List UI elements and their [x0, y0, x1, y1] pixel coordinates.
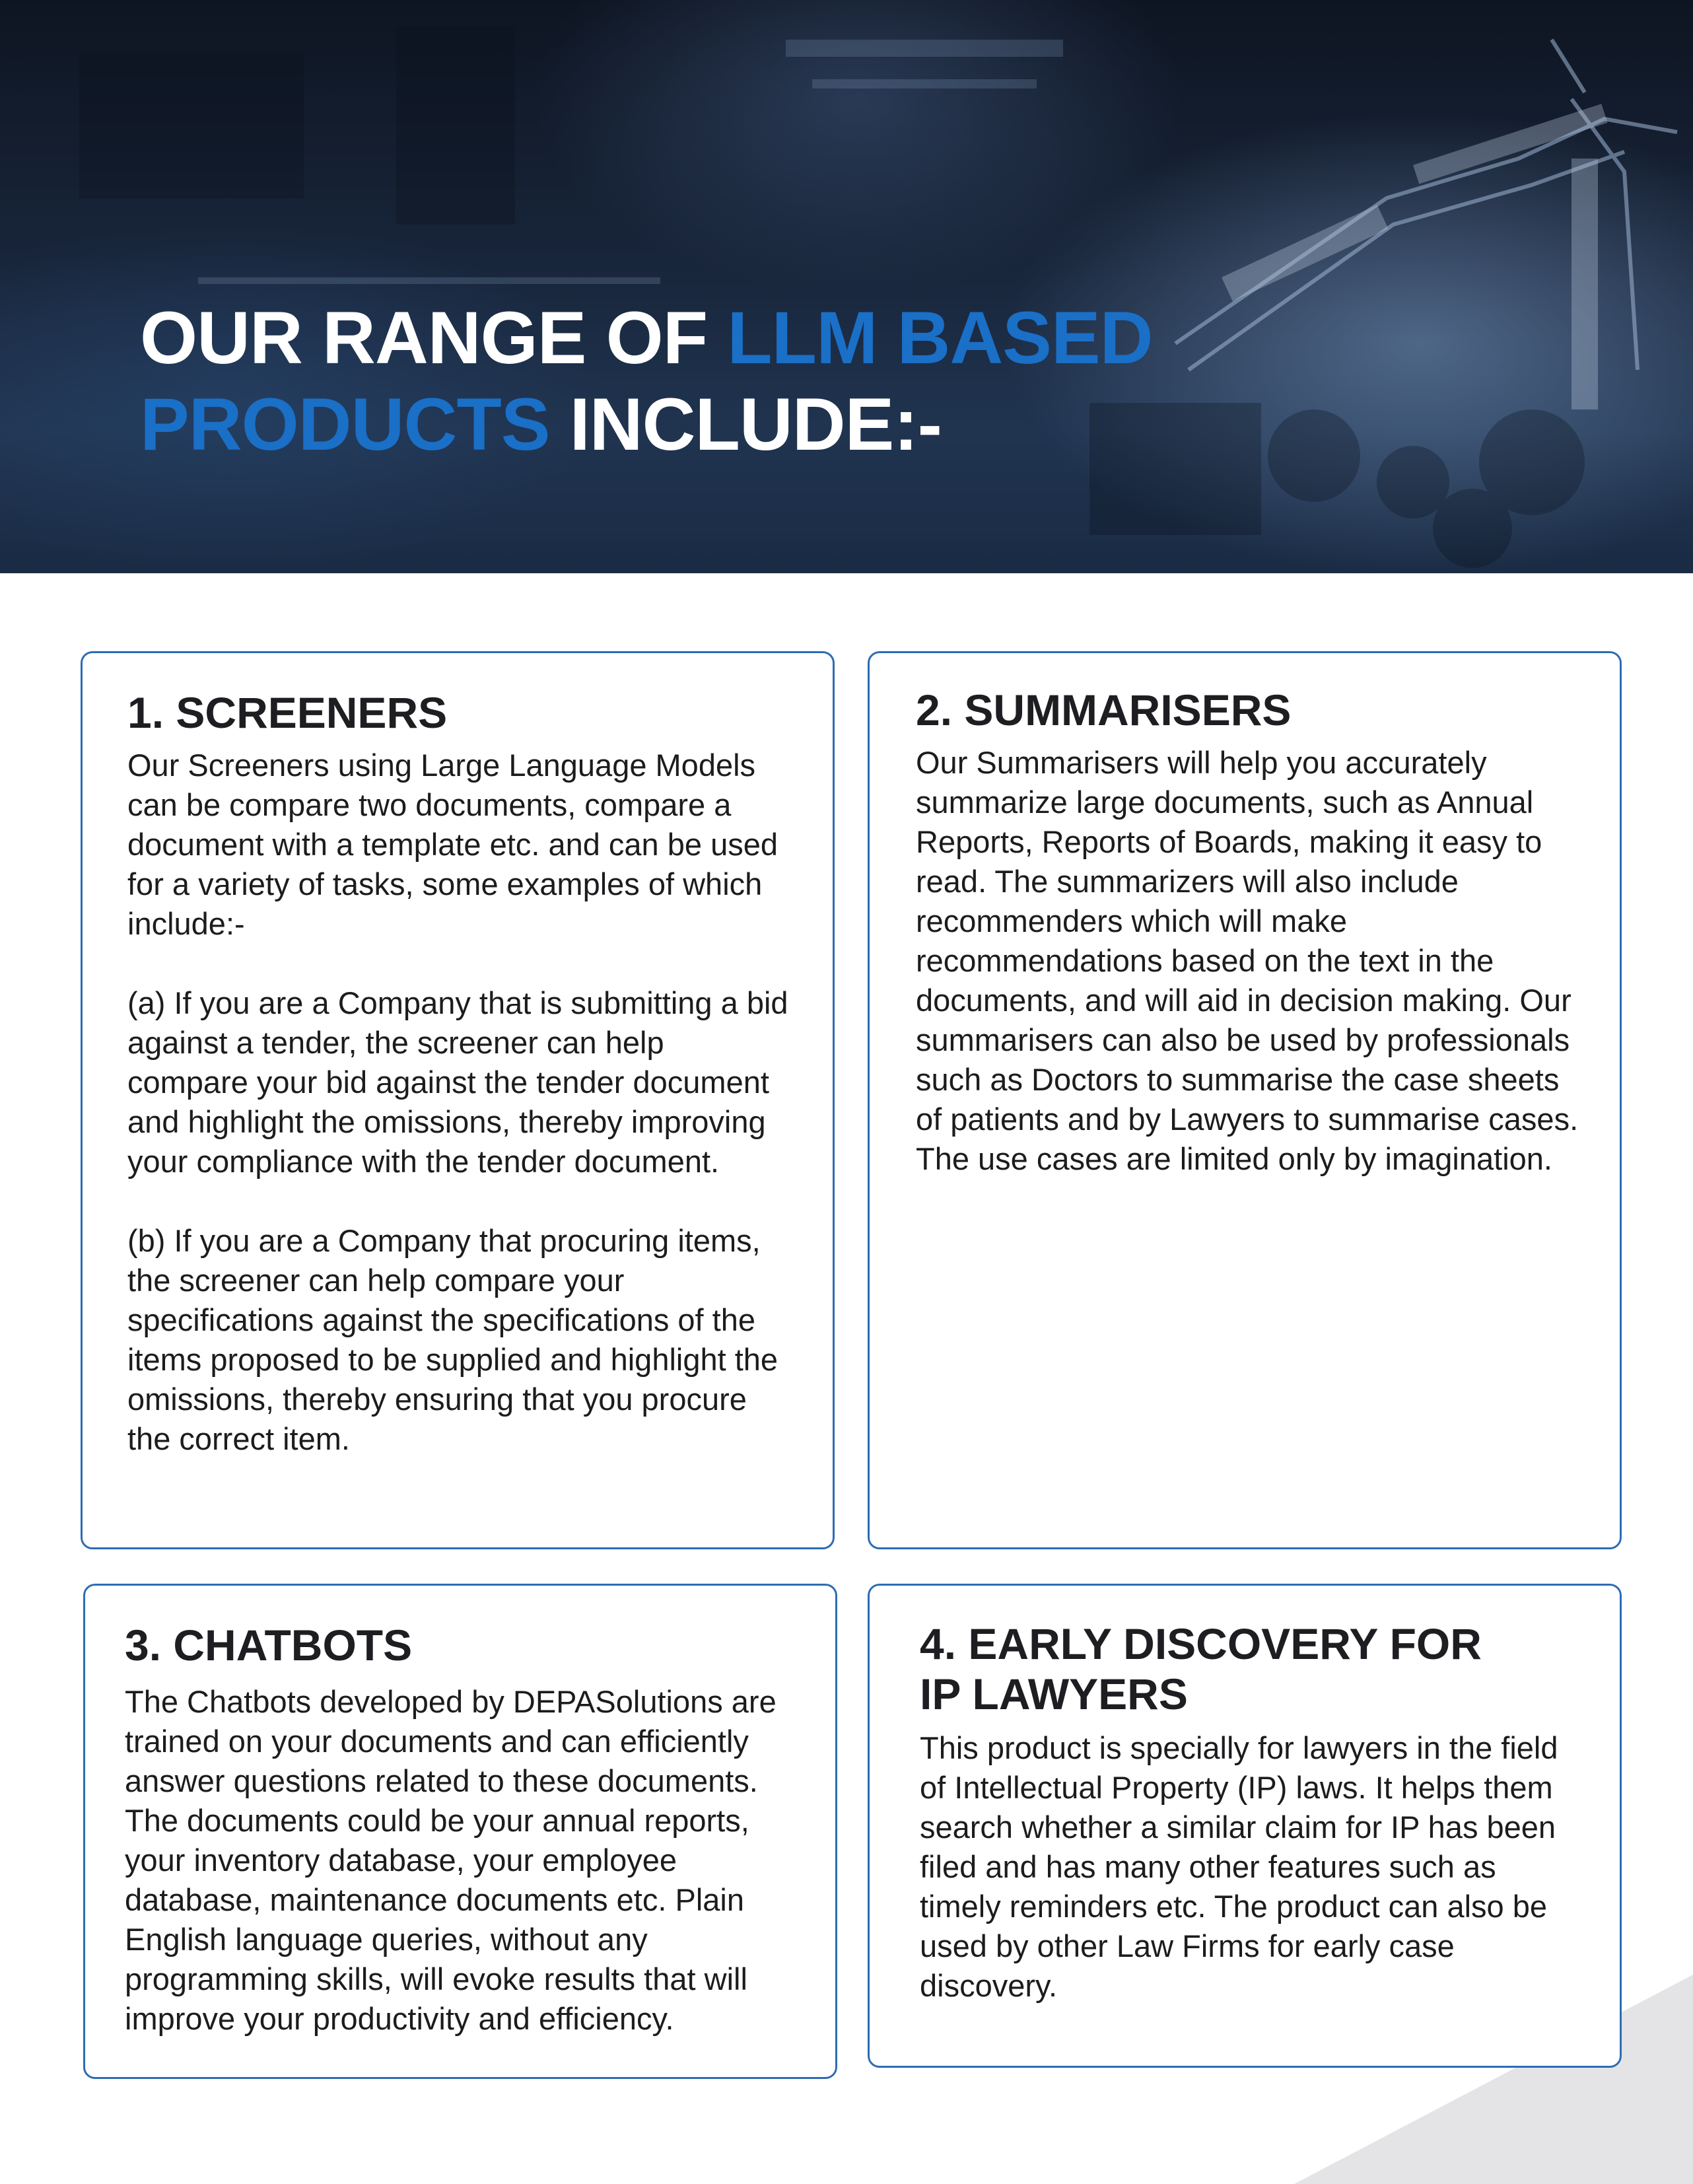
product-card-chatbots	[83, 1584, 837, 2079]
card-title: 2. SUMMARISERS	[916, 686, 1292, 734]
title-accent-2: PRODUCTS	[140, 383, 550, 466]
title-part-2: INCLUDE:-	[569, 383, 942, 466]
product-card-early-discovery	[868, 1584, 1622, 2068]
product-card-summarisers	[868, 651, 1622, 1549]
card-paragraph: (b) If you are a Company that procuring items, the screener can help compare your specifications against the specifications of the items proposed to be supplied and highlight the omissions, thereby ensuring that you procure the correct item.	[127, 1223, 778, 1456]
card-paragraph: This product is specially for lawyers in the field of Intellectual Property (IP) laws. It helps them search whether a similar claim for IP has been filed and has many other features such as timely reminders etc. The product can also be used by other Law Firms for early case discovery.	[920, 1730, 1558, 2003]
card-title	[920, 1619, 1580, 1719]
card-title-line-2: IP LAWYERS	[920, 1670, 1188, 1718]
card-title: 3. CHATBOTS	[125, 1621, 413, 1670]
card-paragraph: (a) If you are a Company that is submitting a bid against a tender, the screener can help compare your bid against the tender document and highlight the omissions, thereby improving your compliance with the tender document.	[127, 985, 788, 1179]
card-title-line-1: 4. EARLY DISCOVERY FOR	[920, 1619, 1482, 1668]
title-part-1: OUR RANGE OF	[140, 297, 708, 379]
machinery-background-image	[0, 0, 1693, 573]
card-body	[920, 1728, 1580, 2006]
page-title	[140, 295, 1153, 468]
card-body	[916, 743, 1580, 1179]
product-card-screeners	[81, 651, 835, 1549]
card-body	[127, 746, 793, 1459]
title-accent-1: LLM BASED	[727, 297, 1153, 379]
card-title: 1. SCREENERS	[127, 688, 448, 737]
card-paragraph: Our Summarisers will help you accurately summarize large documents, such as Annual Reports, Reports of Boards, making it easy to read. The summarizers will also include recommenders which will make recommendations based on the text in the documents, and will aid in decision making. Our summarisers can also be used by professionals such as Doctors to summarise the case sheets of patients and by Lawyers to summarise cases. The use cases are limited only by imagination.	[916, 745, 1579, 1176]
hero-banner	[0, 0, 1693, 573]
card-body	[125, 1682, 796, 2039]
card-paragraph: Our Screeners using Large Language Models can be compare two documents, compare a document with a template etc. and can be used for a variety of tasks, some examples of which include:-	[127, 748, 778, 941]
card-paragraph: The Chatbots developed by DEPASolutions are trained on your documents and can efficiently answer questions related to these documents. The documents could be your annual reports, your inventory database, your employee database, maintenance documents etc. Plain English language queries, without any programming skills, will evoke results that will improve your productivity and efficiency.	[125, 1684, 777, 2036]
